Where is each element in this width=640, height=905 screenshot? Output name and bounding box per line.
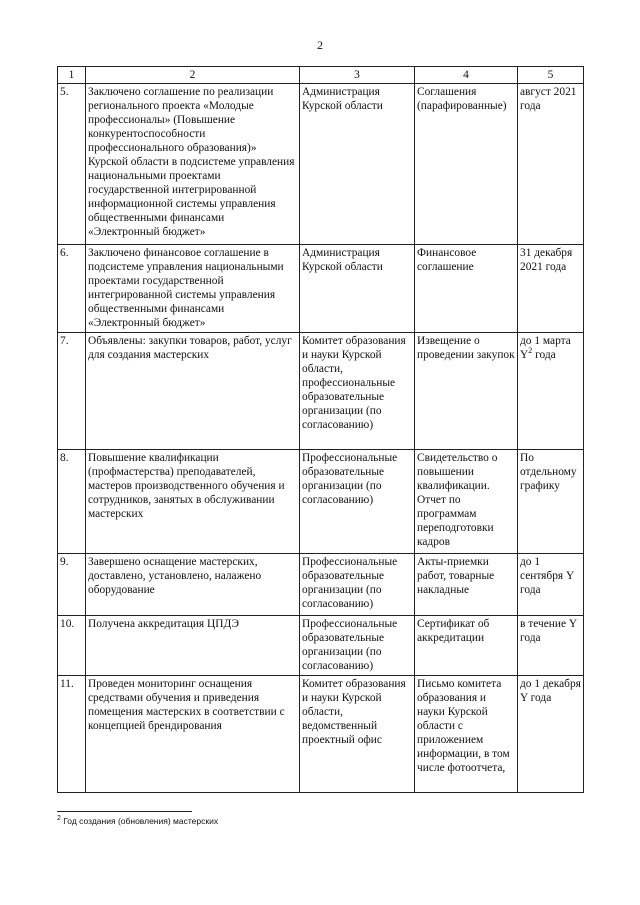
row-number: 7.: [58, 333, 86, 450]
footnote-text: Год создания (обновления) мастерских: [60, 816, 219, 826]
responsible-cell: Администрация Курской области: [300, 245, 415, 333]
page-number: 2: [317, 38, 323, 52]
table-row: [58, 245, 584, 333]
table-row: [58, 84, 584, 245]
footnote: [57, 816, 218, 826]
table-row: [58, 676, 584, 793]
row-number: 8.: [58, 450, 86, 554]
deadline-cell: август 2021 года: [518, 84, 584, 245]
table-header-row: [58, 67, 584, 84]
responsible-cell: Комитет образования и науки Курской области, ведомственный проектный офис: [300, 676, 415, 793]
table-row: [58, 616, 584, 676]
deadline-text-tail: года: [532, 349, 556, 361]
row-number: 11.: [58, 676, 86, 793]
deadline-cell: [518, 333, 584, 450]
document-cell: Финансовое соглашение: [415, 245, 518, 333]
table-row: [58, 333, 584, 450]
deadline-cell: По отдельному графику: [518, 450, 584, 554]
document-cell: Сертификат об аккредитации: [415, 616, 518, 676]
column-header: 3: [300, 67, 415, 84]
column-header: 2: [86, 67, 300, 84]
responsible-cell: Профессиональные образовательные организации (по согласованию): [300, 554, 415, 616]
activity-table: [57, 66, 584, 793]
document-cell: Соглашения (парафированные): [415, 84, 518, 245]
row-number: 6.: [58, 245, 86, 333]
row-number: 5.: [58, 84, 86, 245]
footnote-divider: [57, 811, 192, 812]
column-header: 1: [58, 67, 86, 84]
deadline-cell: до 1 сентября Y года: [518, 554, 584, 616]
document-cell: Свидетельство о повышении квалификации. Отчет по программам переподготовки кадров: [415, 450, 518, 554]
responsible-cell: Профессиональные образовательные организации (по согласованию): [300, 616, 415, 676]
event-cell: Заключено соглашение по реализации регионального проекта «Молодые профессионалы» (Повышение конкурентоспособности профессионального образования)» Курской области в подсистеме управления национальными проектами государственной интегрированной информационной системы управления общественными финансами «Электронный бюджет»: [86, 84, 300, 245]
deadline-cell: до 1 декабря Y года: [518, 676, 584, 793]
row-number: 10.: [58, 616, 86, 676]
table-row: [58, 450, 584, 554]
deadline-cell: в течение Y года: [518, 616, 584, 676]
responsible-cell: Комитет образования и науки Курской области, профессиональные образовательные организации (по согласованию): [300, 333, 415, 450]
document-cell: Письмо комитета образования и науки Курской области с приложением информации, в том числе фотоотчета,: [415, 676, 518, 793]
event-cell: Завершено оснащение мастерских, доставлено, установлено, налажено оборудование: [86, 554, 300, 616]
document-cell: Извещение о проведении закупок: [415, 333, 518, 450]
footnote-ref: 2: [528, 346, 533, 356]
event-cell: Объявлены: закупки товаров, работ, услуг для создания мастерских: [86, 333, 300, 450]
table-row: [58, 554, 584, 616]
responsible-cell: Профессиональные образовательные организации (по согласованию): [300, 450, 415, 554]
responsible-cell: Администрация Курской области: [300, 84, 415, 245]
deadline-text: до 1 марта Y: [520, 335, 571, 361]
event-cell: Повышение квалификации (профмастерства) преподавателей, мастеров производственного обучения и сотрудников, занятых в обслуживании мастерских: [86, 450, 300, 554]
row-number: 9.: [58, 554, 86, 616]
event-cell: Проведен мониторинг оснащения средствами обучения и приведения помещения мастерских в соответствии с концепцией брендирования: [86, 676, 300, 793]
event-cell: Получена аккредитация ЦПДЭ: [86, 616, 300, 676]
deadline-cell: 31 декабря 2021 года: [518, 245, 584, 333]
column-header: 5: [518, 67, 584, 84]
event-cell: Заключено финансовое соглашение в подсистеме управления национальными проектами государственной интегрированной системы управления общественными финансами «Электронный бюджет»: [86, 245, 300, 333]
column-header: 4: [415, 67, 518, 84]
document-cell: Акты-приемки работ, товарные накладные: [415, 554, 518, 616]
footnote-marker: 2: [57, 815, 61, 823]
